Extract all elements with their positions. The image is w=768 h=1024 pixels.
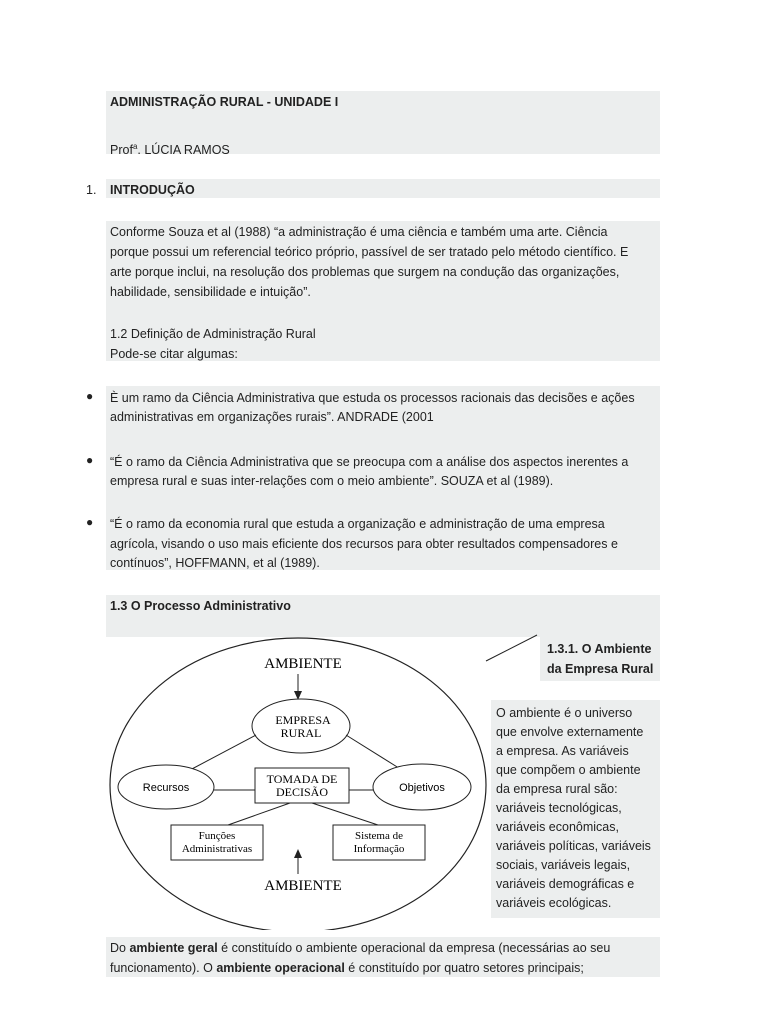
closing-line-2 — [110, 958, 584, 978]
bullet-1-line-2: administrativas em organizações rurais”. ANDRADE (2001 — [110, 410, 434, 424]
tomada-label-line-1: TOMADA DE — [266, 772, 338, 786]
closing-l1-a: Do — [110, 941, 130, 955]
closing-l2-a: funcionamento). O — [110, 961, 217, 975]
document-title: ADMINISTRAÇÃO RURAL - UNIDADE I — [110, 95, 339, 109]
intro-paragraph-line-1: Conforme Souza et al (1988) “a administração é uma ciência e também uma arte. Ciência — [110, 225, 608, 239]
bullet-2-line-1: “É o ramo da Ciência Administrativa que se preocupa com a análise dos aspectos inerentes a — [110, 455, 629, 469]
intro-paragraph-line-2: porque possui um referencial teórico próprio, passível de ser tratado pelo método científico. E — [110, 245, 629, 259]
ambiente-line-6: variáveis tecnológicas, — [496, 801, 622, 815]
process-heading: 1.3 O Processo Administrativo — [110, 599, 291, 613]
objetivos-label: Objetivos — [399, 782, 445, 794]
ambiente-line-7: variáveis econômicas, — [496, 820, 619, 834]
process-subheading-line-2: da Empresa Rural — [547, 662, 654, 676]
bullet-dot: ● — [86, 453, 94, 467]
closing-l1-c: é constituído o ambiente operacional da empresa (necessárias ao seu — [217, 941, 611, 955]
connector-empresa-objetivos — [346, 735, 402, 770]
ambiente-line-3: a empresa. As variáveis — [496, 744, 629, 758]
intro-heading: INTRODUÇÃO — [110, 183, 195, 197]
ambiente-line-4: que compõem o ambiente — [496, 763, 641, 777]
bullet-3-line-1: “É o ramo da economia rural que estuda a organização e administração de uma empresa — [110, 517, 605, 531]
empresa-label-line-1: EMPRESA — [275, 713, 331, 727]
ambiente-line-1: O ambiente é o universo — [496, 706, 633, 720]
prof-prefix: Prof — [110, 143, 133, 158]
bullet-dot: ● — [86, 515, 94, 529]
connector-empresa-recursos — [190, 735, 256, 770]
connector-tomada-funcoes — [228, 803, 290, 825]
closing-line-1 — [110, 938, 610, 958]
intro-paragraph-line-3: arte porque inclui, na resolução dos problemas que surgem na condução das organizações, — [110, 265, 620, 279]
definition-heading: 1.2 Definição de Administração Rural — [110, 327, 316, 341]
closing-l2-c: é constituído por quatro setores principais; — [344, 961, 584, 975]
closing-ambiente-geral: ambiente geral — [129, 941, 218, 955]
bullet-1-line-1: È um ramo da Ciência Administrativa que estuda os processos racionais das decisões e ações — [110, 391, 635, 405]
ambiente-top-label: AMBIENTE — [264, 656, 342, 672]
professor-line — [110, 137, 230, 160]
bullet-3-line-3: contínuos”, HOFFMANN, et al (1989). — [110, 556, 320, 570]
funcoes-label-line-1: Funções — [198, 830, 236, 842]
bullet-3-line-2: agrícola, visando o uso mais eficiente dos recursos para obter resultados compensadores e — [110, 537, 618, 551]
diagram-callout-line — [486, 635, 537, 661]
connector-tomada-sistema — [312, 803, 378, 825]
ambiente-line-8: variáveis políticas, variáveis — [496, 839, 651, 853]
definition-lead: Pode-se citar algumas: — [110, 347, 238, 361]
closing-ambiente-operacional: ambiente operacional — [216, 961, 345, 975]
ambiente-line-11: variáveis ecológicas. — [496, 896, 612, 910]
funcoes-label-line-2: Administrativas — [181, 843, 253, 855]
ambiente-line-9: sociais, variáveis legais, — [496, 858, 631, 872]
ambiente-line-10: variáveis demográficas e — [496, 877, 635, 891]
ambiente-bottom-label: AMBIENTE — [264, 878, 342, 894]
prof-name: . LÚCIA RAMOS — [137, 143, 230, 158]
recursos-label: Recursos — [142, 782, 190, 794]
bullet-dot: ● — [86, 389, 94, 403]
sistema-label-line-2: Informação — [353, 843, 405, 855]
ambiente-line-5: da empresa rural são: — [496, 782, 618, 796]
empresa-label-line-2: RURAL — [280, 726, 322, 740]
intro-paragraph-line-4: habilidade, sensibilidade e intuição”. — [110, 285, 311, 299]
tomada-label-line-2: DECISÃO — [275, 785, 329, 799]
process-subheading-line-1: 1.3.1. O Ambiente — [547, 642, 652, 656]
sistema-label-line-1: Sistema de — [355, 830, 403, 842]
bullet-2-line-2: empresa rural e suas inter-relações com o meio ambiente”. SOUZA et al (1989). — [110, 474, 554, 488]
intro-number: 1. — [86, 183, 97, 197]
prof-superscript: a — [132, 142, 138, 151]
ambiente-line-2: que envolve externamente — [496, 725, 644, 739]
process-diagram — [0, 630, 768, 930]
